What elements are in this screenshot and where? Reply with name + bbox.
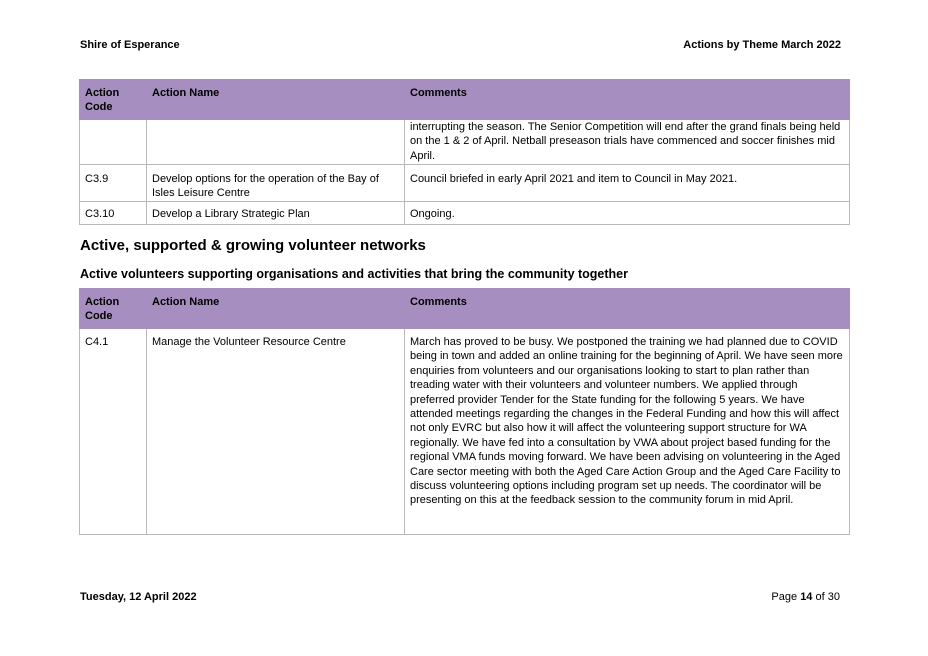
comments-cell: Ongoing. — [405, 201, 850, 224]
action-code-cell: C3.10 — [80, 201, 147, 224]
action-code-cell: C4.1 — [80, 329, 147, 535]
column-header-comments: Comments — [405, 289, 850, 329]
footer-date: Tuesday, 12 April 2022 — [80, 591, 197, 603]
table-row — [80, 329, 850, 535]
page-prefix: Page — [771, 591, 798, 603]
column-header-code: Action Code — [80, 289, 147, 329]
action-name-cell: Develop options for the operation of the Bay of Isles Leisure Centre — [147, 165, 405, 202]
table-row — [80, 120, 850, 165]
column-header-name: Action Name — [147, 80, 405, 120]
action-name-cell: Develop a Library Strategic Plan — [147, 201, 405, 224]
actions-table-1 — [79, 79, 850, 225]
column-header-comments: Comments — [405, 80, 850, 120]
page-total: 30 — [827, 591, 840, 603]
table-header-row — [80, 289, 850, 329]
comments-cell: March has proved to be busy. We postponed the training we had planned due to COVID being in town and added an online training for the beginning of April. We have seen more enquiries from volunteers and our organisations looking to start to plan rather than treading water with their volunteers and volunteer numbers. We applied through preferred provider Tender for the State funding for the following 5 years. We have attended meetings regarding the changes in the Federal Funding and how this will affect not only EVRC but also how it will affect the volunteering support structure for WA regionally. We have fed into a consultation by VWA about project based funding for the regional VMA funds moving forward. We have been advising on volunteering in the Aged Care sector meeting with both the Aged Care Action Group and the Aged Care Facility to discuss volunteering options including program set up needs. The coordinator will be presenting on this at the feedback session to the community forum in mid April. — [405, 329, 850, 535]
document-title: Actions by Theme March 2022 — [683, 39, 841, 51]
action-code-cell: C3.9 — [80, 165, 147, 202]
page-current: 14 — [800, 591, 813, 603]
organisation-name: Shire of Esperance — [80, 39, 180, 51]
table-row — [80, 201, 850, 224]
section-subheading: Active volunteers supporting organisations and activities that bring the community together — [80, 267, 628, 281]
action-name-cell — [147, 120, 405, 165]
column-header-name: Action Name — [147, 289, 405, 329]
table-row — [80, 165, 850, 202]
action-name-cell: Manage the Volunteer Resource Centre — [147, 329, 405, 535]
table-header-row — [80, 80, 850, 120]
page-number — [771, 591, 840, 603]
column-header-code: Action Code — [80, 80, 147, 120]
comments-cell: interrupting the season. The Senior Competition will end after the grand finals being held on the 1 & 2 of April. Netball preseason trials have commenced and soccer finishes mid April. — [405, 120, 850, 165]
comments-cell: Council briefed in early April 2021 and item to Council in May 2021. — [405, 165, 850, 202]
actions-table-2 — [79, 288, 850, 535]
action-code-cell — [80, 120, 147, 165]
section-heading: Active, supported & growing volunteer networks — [80, 237, 426, 254]
page-of: of — [815, 591, 825, 603]
